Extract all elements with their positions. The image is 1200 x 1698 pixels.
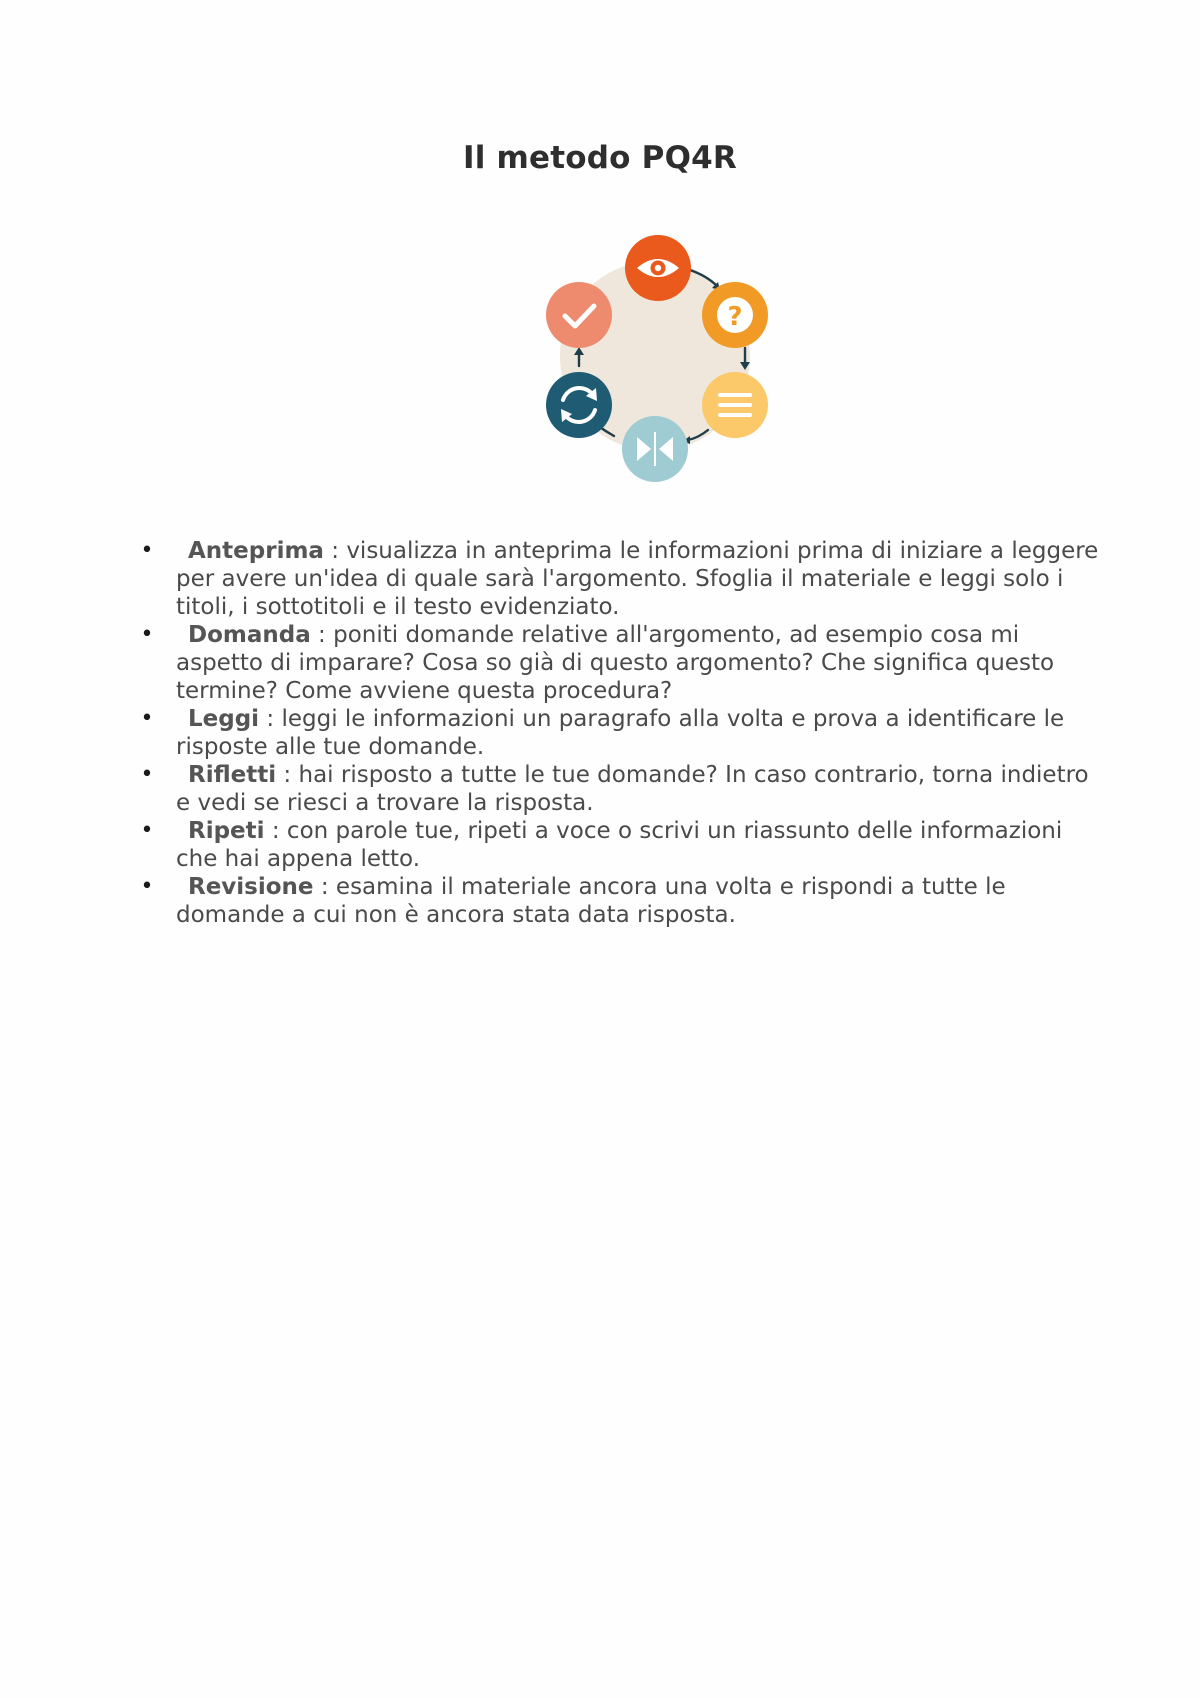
list-item-leggi bbox=[120, 705, 1100, 761]
list-item-domanda bbox=[120, 621, 1100, 705]
step-term: Domanda bbox=[188, 622, 311, 648]
list-icon bbox=[702, 372, 768, 438]
bullet: • bbox=[140, 874, 154, 899]
refresh-icon bbox=[546, 372, 612, 438]
bullet: • bbox=[140, 538, 154, 563]
compare-icon bbox=[622, 416, 688, 482]
list-item-anteprima bbox=[120, 537, 1100, 621]
bullet: • bbox=[140, 706, 154, 731]
bullet: • bbox=[140, 622, 154, 647]
step-description: : leggi le informazioni un paragrafo alla volta e prova a identificare le risposte alle tue domande. bbox=[176, 706, 1065, 760]
step-term: Rifletti bbox=[188, 762, 277, 788]
step-term: Leggi bbox=[188, 706, 260, 732]
list-item-rifletti bbox=[120, 761, 1100, 817]
bullet: • bbox=[140, 818, 154, 843]
step-description: : esamina il materiale ancora una volta e rispondi a tutte le domande a cui non è ancora stata data risposta. bbox=[176, 874, 1006, 928]
step-description: : hai risposto a tutte le tue domande? In caso contrario, torna indietro e vedi se riesci a trovare la risposta. bbox=[176, 762, 1089, 816]
step-term: Ripeti bbox=[188, 818, 265, 844]
step-description: : con parole tue, ripeti a voce o scrivi un riassunto delle informazioni che hai appena letto. bbox=[176, 818, 1063, 872]
question-icon bbox=[702, 282, 768, 348]
check-icon bbox=[546, 282, 612, 348]
list-item-ripeti bbox=[120, 817, 1100, 873]
question-mark-label: ? bbox=[727, 302, 743, 332]
step-description: : poniti domande relative all'argomento, ad esempio cosa mi aspetto di imparare? Cosa so già di questo argomento? Che significa questo termine? Come avviene questa procedura? bbox=[176, 622, 1055, 704]
pq4r-steps-list bbox=[120, 537, 1100, 929]
step-term: Anteprima bbox=[188, 538, 324, 564]
list-item-revisione bbox=[120, 873, 1100, 929]
step-term: Revisione bbox=[188, 874, 314, 900]
step-description: : visualizza in anteprima le informazioni prima di iniziare a leggere per avere un'idea di quale sarà l'argomento. Sfoglia il materiale e leggi solo i titoli, i sottotitoli e il testo evidenziato. bbox=[176, 538, 1099, 620]
page-title: Il metodo PQ4R bbox=[463, 140, 737, 176]
bullet: • bbox=[140, 762, 154, 787]
pq4r-cycle-figure bbox=[350, 228, 970, 484]
eye-icon bbox=[625, 235, 691, 301]
